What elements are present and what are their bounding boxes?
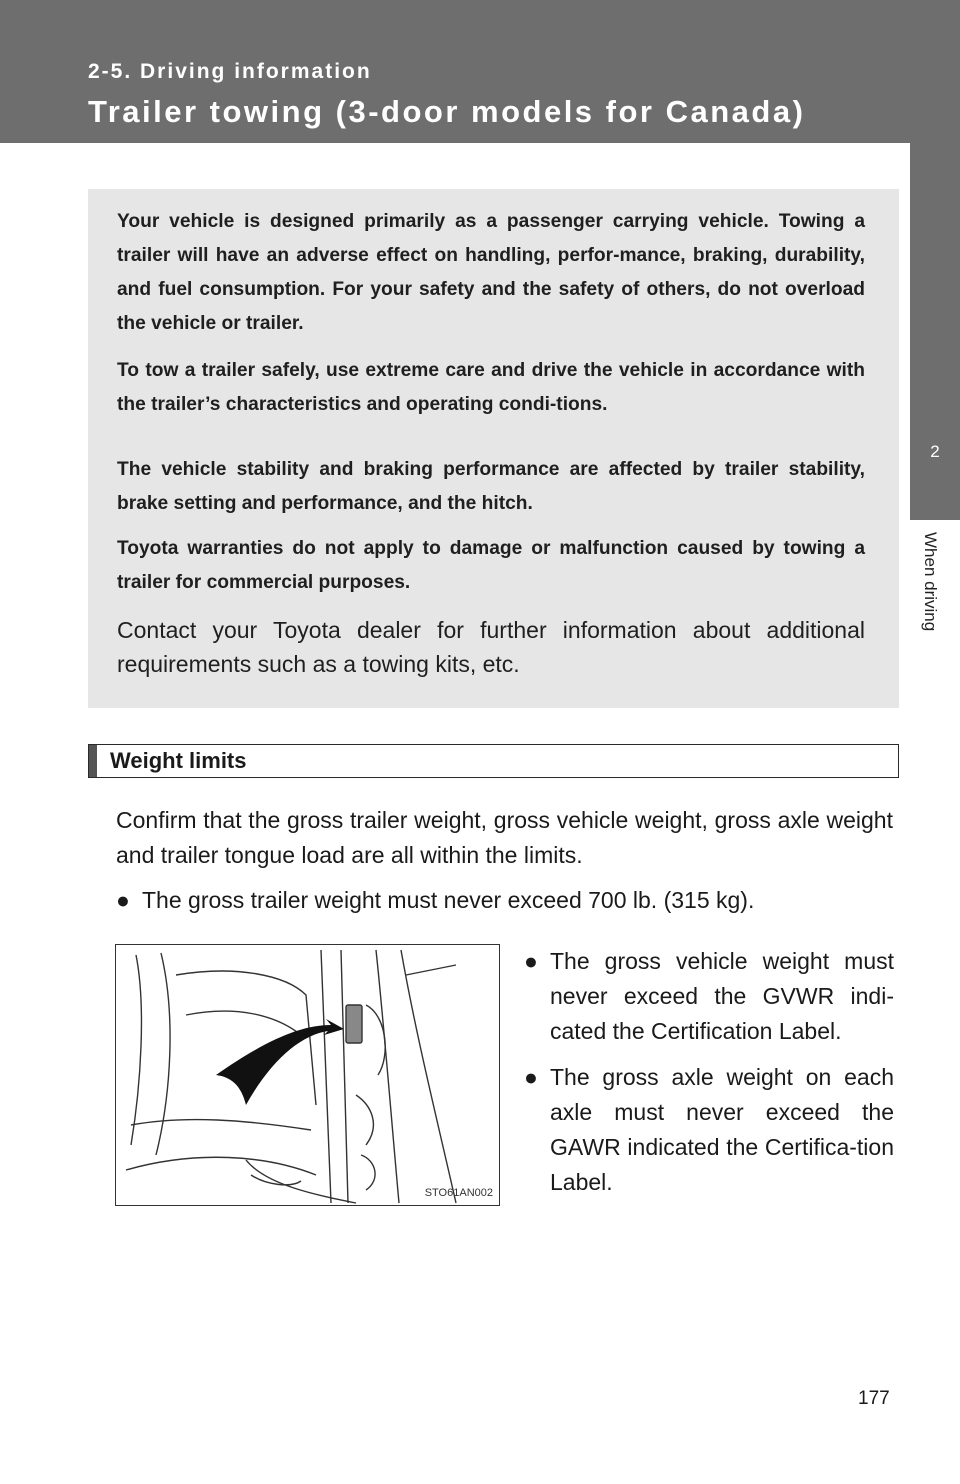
bullet-icon: ● xyxy=(116,887,130,913)
page-header xyxy=(0,0,960,143)
caution-paragraph-1: Your vehicle is designed primarily as a passenger carrying vehicle. Towing a trailer will have an adverse effect on handling, perfor-mance, braking, durability, and fuel consumption. For your safety and the safety of others, do not overload the vehicle or trailer. xyxy=(117,211,865,334)
chapter-caption: When driving xyxy=(921,532,940,632)
bullet-gross-axle-weight xyxy=(524,1060,894,1200)
bullet-icon: ● xyxy=(524,948,538,974)
chapter-number: 2 xyxy=(930,442,940,461)
certification-label-illustration xyxy=(115,944,500,1206)
heading-bar xyxy=(89,745,97,777)
section-label: 2-5. Driving information xyxy=(88,60,372,83)
bullet-icon: ● xyxy=(524,1064,538,1090)
bullet-gross-vehicle-weight xyxy=(524,944,894,1054)
figure-code: STO61AN002 xyxy=(424,1187,493,1199)
caution-paragraph-2: To tow a trailer safely, use extreme care and drive the vehicle in accordance with the trailer’s characteristics and operating condi-tions. xyxy=(117,360,865,415)
bullet-text: The gross axle weight on each axle must never exceed the GAWR indicated the Certifica-tion Label. xyxy=(550,1064,894,1195)
weight-limits-title: Weight limits xyxy=(110,748,247,773)
caution-paragraph-4: Toyota warranties do not apply to damage or malfunction caused by towing a trailer for commercial purposes. xyxy=(117,538,865,593)
bullet-gross-trailer-weight xyxy=(116,883,893,919)
bullet-text: The gross vehicle weight must never exceed the GVWR indi-cated the Certification Label. xyxy=(550,948,894,1044)
caution-box xyxy=(88,189,899,708)
page-title: Trailer towing (3-door models for Canada) xyxy=(88,94,806,129)
page-number: 177 xyxy=(858,1388,890,1409)
caution-note: Contact your Toyota dealer for further information about additional requirements such as a towing kits, etc. xyxy=(117,617,865,677)
bullet-text: The gross trailer weight must never exceed 700 lb. (315 kg). xyxy=(142,887,755,913)
caution-paragraph-3: The vehicle stability and braking performance are affected by trailer stability, brake setting and performance, and the hitch. xyxy=(117,459,865,514)
weight-limits-heading xyxy=(88,744,899,778)
chapter-tab xyxy=(910,143,960,520)
weight-limits-intro: Confirm that the gross trailer weight, gross vehicle weight, gross axle weight and trailer tongue load are all within the limits. xyxy=(116,807,893,868)
door-pillar-drawing xyxy=(116,945,499,1205)
